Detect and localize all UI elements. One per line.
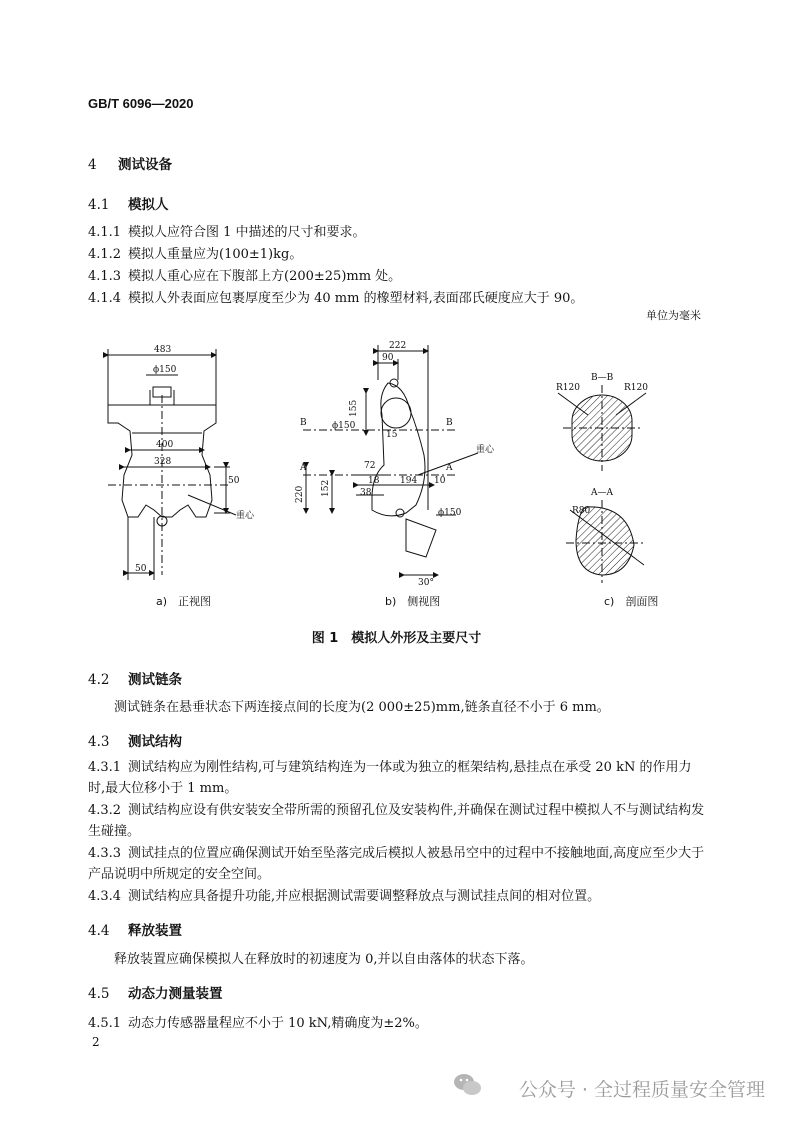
heading-title: 测试结构 [128,734,182,750]
caption-side-view: b) 侧视图 [385,595,441,608]
clause-4-1-4 [88,287,583,306]
front-view [108,349,236,580]
side-dim-18: 18 [368,476,380,486]
clause-4-3-3 [88,843,708,885]
section-radius-a: R80 [572,506,591,516]
clause-number: 4.1.2 [88,247,122,262]
side-dim-10: 10 [434,476,446,486]
clause-number: 4.3.2 [88,803,122,818]
side-section-a-left: A [300,463,307,473]
clause-number: 4.5.1 [88,1016,122,1031]
front-dim-50-side: 50 [228,476,240,486]
side-section-b-left: B [300,418,307,428]
clause-text: 模拟人外表面应包裹厚度至少为 40 mm 的橡塑材料,表面邵氏硬度应大于 90。 [128,291,584,306]
clause-text: 测试结构应为刚性结构,可与建筑结构连为一体或为独立的框架结构,悬挂点在承受 20 kN 的作用力时,最大位移小于 1 mm。 [88,760,692,796]
side-dim-194: 194 [400,476,418,486]
section-radius-left: R120 [556,383,580,393]
side-dim-15: 15 [386,430,398,440]
front-dim-width: 483 [154,345,172,355]
clause-4-3-2 [88,800,708,842]
heading-4-1 [88,193,169,213]
clause-number: 4.1.4 [88,291,122,306]
heading-4-2 [88,668,182,688]
clause-number: 4.1.1 [88,225,122,240]
front-dim-50-bottom: 50 [135,564,147,574]
heading-number: 4.2 [88,672,110,688]
heading-number: 4.5 [88,986,110,1002]
clause-text: 测试结构应具备提升功能,并应根据测试需要调整释放点与测试挂点间的相对位置。 [128,889,601,904]
side-cg-label: 重心 [476,445,495,455]
section-bb-label: B—B [591,373,614,383]
side-dim-155: 155 [349,399,359,417]
heading-4-3 [88,730,182,750]
side-section-a-right: A [446,463,453,473]
side-dim-222: 222 [389,341,407,351]
side-dim-38: 38 [360,488,372,498]
clause-number: 4.1.3 [88,269,122,284]
clause-number: 4.3.3 [88,846,122,861]
paragraph-4-4: 释放装置应确保模拟人在释放时的初速度为 0,并以自由落体的状态下落。 [114,952,534,967]
watermark: 公众号 · 全过程质量安全管理 [518,1079,765,1101]
heading-title: 测试链条 [128,672,182,688]
side-view [303,345,478,575]
clause-text: 测试挂点的位置应确保测试开始至坠落完成后模拟人被悬吊空中的过程中不接触地面,高度应至少大于产品说明中所规定的安全空间。 [88,846,705,882]
heading-number: 4.3 [88,734,110,750]
figure-title: 图 1 模拟人外形及主要尺寸 [311,631,482,646]
front-cg-label: 重心 [236,511,255,521]
clause-text: 测试结构应设有供安装安全带所需的预留孔位及安装构件,并确保在测试过程中模拟人不与测试结构发生碰撞。 [88,803,705,839]
page-number: 2 [92,1035,100,1049]
wechat-icon [453,1072,483,1098]
clause-4-3-1 [88,757,708,799]
clause-4-1-1 [88,221,366,240]
side-dim-90: 90 [382,353,394,363]
side-dim-220: 220 [295,485,305,503]
clause-text: 模拟人应符合图 1 中描述的尺寸和要求。 [128,225,366,240]
clause-text: 模拟人重量应为(100±1)kg。 [128,247,303,262]
side-section-b-right: B [446,418,453,428]
front-dim-neck: ϕ150 [153,365,177,375]
clause-text: 模拟人重心应在下腹部上方(200±25)mm 处。 [128,269,402,284]
side-dim-leg-dia: ϕ150 [438,508,462,518]
heading-number: 4.4 [88,923,110,939]
heading-title: 测试设备 [118,157,172,173]
clause-4-1-2 [88,243,302,262]
heading-number: 4.1 [88,197,110,213]
clause-4-5-1 [88,1012,428,1031]
heading-4-5 [88,982,223,1002]
clause-4-1-3 [88,265,401,284]
standard-number: GB/T 6096—2020 [88,96,194,111]
heading-number: 4 [88,157,97,173]
paragraph-4-2: 测试链条在悬垂状态下两连接点间的长度为(2 000±25)mm,链条直径不小于 6 mm。 [114,700,610,715]
front-dim-400: 400 [156,440,174,450]
side-dim-head-dia: ϕ150 [332,421,356,431]
heading-title: 模拟人 [128,197,169,213]
heading-title: 释放装置 [128,923,182,939]
clause-number: 4.3.4 [88,889,122,904]
section-view [558,385,646,583]
heading-4 [88,153,172,173]
side-dim-angle: 30° [418,578,434,588]
figure-1-drawing [88,335,708,620]
caption-section-view: c) 剖面图 [604,595,659,608]
side-dim-72: 72 [364,461,376,471]
unit-note: 单位为毫米 [646,309,701,322]
clause-text: 动态力传感器量程应不小于 10 kN,精确度为±2%。 [128,1016,428,1031]
section-radius-right: R120 [624,383,648,393]
caption-front-view: a) 正视图 [156,595,212,608]
clause-4-3-4 [88,885,600,904]
heading-title: 动态力测量装置 [128,986,223,1002]
heading-4-4 [88,919,182,939]
side-dim-152: 152 [321,479,331,497]
clause-number: 4.3.1 [88,760,122,775]
front-dim-328: 328 [154,457,172,467]
section-aa-label: A—A [591,488,613,498]
